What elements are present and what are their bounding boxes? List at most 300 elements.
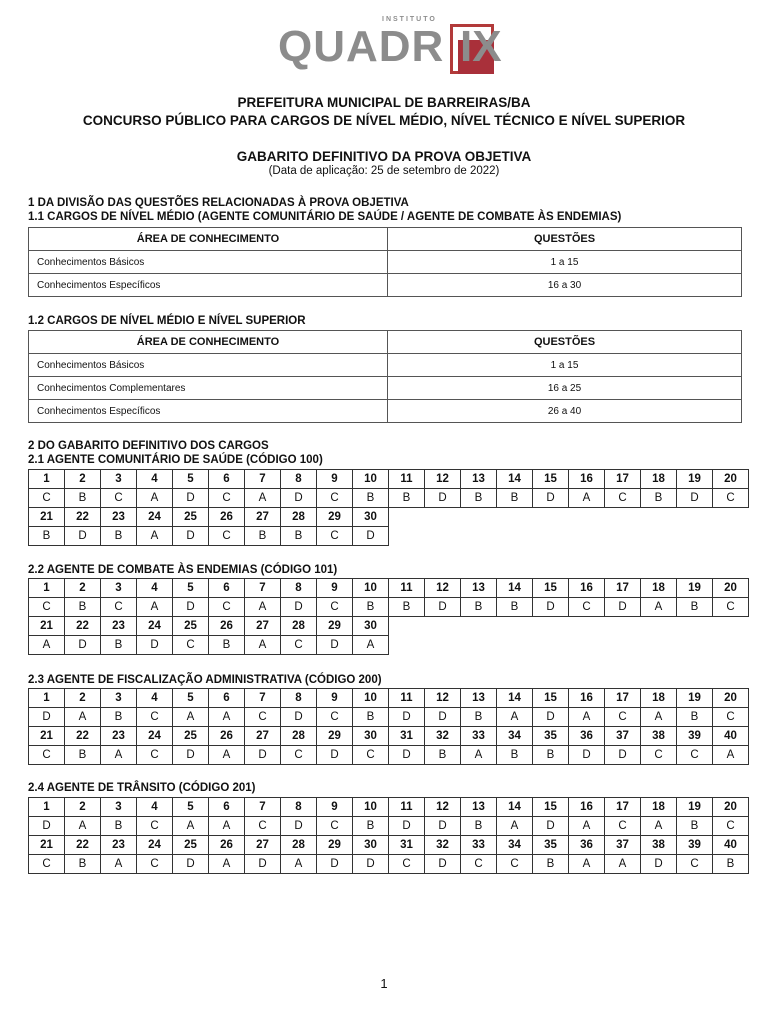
question-number-cell: 19 [677, 579, 713, 598]
question-number-cell: 9 [317, 689, 353, 708]
application-date: (Data de aplicação: 25 de setembro de 2022) [268, 165, 500, 177]
answer-cell: D [425, 855, 461, 874]
question-number-cell: 29 [317, 727, 353, 746]
question-number-cell: 36 [569, 836, 605, 855]
question-number-cell: 12 [425, 470, 461, 489]
question-number-cell: 27 [245, 508, 281, 527]
gabarito-table [28, 578, 749, 655]
answer-cell: B [101, 636, 137, 655]
section11-title: 1.1 CARGOS DE NÍVEL MÉDIO (AGENTE COMUNITÁRIO DE SAÚDE / AGENTE DE COMBATE ÀS ENDEMIAS) [28, 211, 622, 223]
question-number-cell: 11 [389, 689, 425, 708]
answer-cell: A [569, 817, 605, 836]
question-number-cell: 18 [641, 798, 677, 817]
answer-cell: D [425, 817, 461, 836]
question-number-cell: 21 [29, 836, 65, 855]
answer-cell: D [641, 855, 677, 874]
empty-cell [461, 527, 497, 546]
answer-cell: A [569, 708, 605, 727]
empty-cell [641, 617, 677, 636]
answer-cell: A [641, 598, 677, 617]
answer-cell: A [209, 817, 245, 836]
question-number-cell: 19 [677, 470, 713, 489]
question-number-row [29, 470, 749, 489]
question-number-cell: 2 [65, 579, 101, 598]
question-number-row [29, 836, 749, 855]
question-number-cell: 16 [569, 798, 605, 817]
answer-cell: D [389, 708, 425, 727]
empty-cell [677, 527, 713, 546]
question-number-cell: 17 [605, 470, 641, 489]
answer-cell: A [173, 817, 209, 836]
question-number-cell: 6 [209, 579, 245, 598]
answer-row [29, 746, 749, 765]
questoes-cell: 16 a 30 [388, 274, 742, 297]
answer-cell: D [281, 817, 317, 836]
answer-cell: B [461, 489, 497, 508]
answer-cell: B [353, 817, 389, 836]
question-number-cell: 11 [389, 579, 425, 598]
question-number-cell: 24 [137, 508, 173, 527]
answer-cell: D [317, 855, 353, 874]
section12-title: 1.2 CARGOS DE NÍVEL MÉDIO E NÍVEL SUPERIOR [28, 315, 306, 327]
question-number-cell: 13 [461, 689, 497, 708]
empty-cell [461, 508, 497, 527]
empty-cell [533, 527, 569, 546]
question-number-cell: 38 [641, 836, 677, 855]
answer-cell: A [461, 746, 497, 765]
empty-cell [569, 636, 605, 655]
answer-row [29, 636, 749, 655]
empty-cell [533, 636, 569, 655]
answer-cell: B [353, 598, 389, 617]
question-number-cell: 25 [173, 617, 209, 636]
question-number-cell: 14 [497, 579, 533, 598]
answer-cell: B [713, 855, 749, 874]
header-line1: PREFEITURA MUNICIPAL DE BARREIRAS/BA [237, 95, 531, 110]
gabarito-title: 2.3 AGENTE DE FISCALIZAÇÃO ADMINISTRATIVA (CÓDIGO 200) [28, 674, 382, 686]
answer-cell: C [209, 598, 245, 617]
answer-cell: B [101, 527, 137, 546]
empty-cell [497, 636, 533, 655]
answer-cell: B [533, 746, 569, 765]
answer-cell: C [461, 855, 497, 874]
answer-cell: A [605, 855, 641, 874]
question-number-cell: 6 [209, 470, 245, 489]
answer-row [29, 598, 749, 617]
question-number-cell: 18 [641, 470, 677, 489]
empty-cell [605, 508, 641, 527]
answer-cell: A [497, 817, 533, 836]
question-number-cell: 7 [245, 470, 281, 489]
question-number-cell: 32 [425, 836, 461, 855]
question-number-cell: 10 [353, 470, 389, 489]
question-number-cell: 24 [137, 836, 173, 855]
question-number-cell: 9 [317, 579, 353, 598]
logo-ix: IX [460, 22, 502, 71]
answer-cell: C [137, 746, 173, 765]
question-number-cell: 10 [353, 689, 389, 708]
question-number-cell: 4 [137, 689, 173, 708]
answer-row [29, 817, 749, 836]
empty-cell [569, 617, 605, 636]
question-number-cell: 12 [425, 579, 461, 598]
question-number-row [29, 727, 749, 746]
gabarito-title: 2.2 AGENTE DE COMBATE ÀS ENDEMIAS (CÓDIGO 101) [28, 564, 338, 576]
question-number-cell: 5 [173, 689, 209, 708]
question-number-cell: 21 [29, 617, 65, 636]
question-number-cell: 29 [317, 617, 353, 636]
empty-cell [569, 527, 605, 546]
answer-cell: D [677, 489, 713, 508]
question-number-cell: 27 [245, 617, 281, 636]
question-number-cell: 14 [497, 470, 533, 489]
empty-cell [713, 636, 749, 655]
question-number-cell: 32 [425, 727, 461, 746]
empty-cell [677, 636, 713, 655]
question-number-cell: 23 [101, 836, 137, 855]
question-number-cell: 34 [497, 727, 533, 746]
answer-cell: D [605, 598, 641, 617]
answer-cell: D [353, 855, 389, 874]
page-number: 1 [380, 976, 388, 991]
question-number-cell: 31 [389, 836, 425, 855]
empty-cell [425, 617, 461, 636]
question-number-cell: 31 [389, 727, 425, 746]
answer-row [29, 527, 749, 546]
question-number-cell: 13 [461, 470, 497, 489]
question-number-cell: 28 [281, 727, 317, 746]
question-number-cell: 5 [173, 579, 209, 598]
question-number-cell: 6 [209, 689, 245, 708]
empty-cell [389, 508, 425, 527]
question-number-cell: 23 [101, 727, 137, 746]
answer-cell: C [281, 636, 317, 655]
answer-cell: B [65, 598, 101, 617]
answer-cell: A [245, 598, 281, 617]
question-number-cell: 13 [461, 579, 497, 598]
question-number-cell: 15 [533, 470, 569, 489]
question-number-cell: 2 [65, 470, 101, 489]
answer-cell: D [173, 489, 209, 508]
answer-cell: B [101, 817, 137, 836]
answer-cell: A [101, 855, 137, 874]
answer-cell: C [101, 598, 137, 617]
answer-cell: B [281, 527, 317, 546]
question-number-cell: 7 [245, 689, 281, 708]
question-number-cell: 2 [65, 689, 101, 708]
question-number-cell: 4 [137, 579, 173, 598]
empty-cell [389, 527, 425, 546]
area-table-11 [28, 227, 742, 297]
col-questoes-header: QUESTÕES [388, 228, 742, 251]
empty-cell [605, 636, 641, 655]
col-questoes-header: QUESTÕES [388, 331, 742, 354]
area-table-12 [28, 330, 742, 423]
empty-cell [533, 508, 569, 527]
question-number-cell: 29 [317, 508, 353, 527]
empty-cell [605, 617, 641, 636]
question-number-cell: 35 [533, 836, 569, 855]
answer-cell: A [29, 636, 65, 655]
empty-cell [389, 636, 425, 655]
question-number-cell: 10 [353, 579, 389, 598]
question-number-cell: 9 [317, 798, 353, 817]
answer-cell: A [353, 636, 389, 655]
question-number-row [29, 617, 749, 636]
answer-cell: B [353, 708, 389, 727]
question-number-cell: 16 [569, 470, 605, 489]
question-number-cell: 29 [317, 836, 353, 855]
section1-title: 1 DA DIVISÃO DAS QUESTÕES RELACIONADAS À PROVA OBJETIVA [28, 197, 409, 209]
quadrix-logo [278, 16, 502, 74]
answer-cell: B [29, 527, 65, 546]
question-number-cell: 27 [245, 836, 281, 855]
answer-cell: D [533, 598, 569, 617]
answer-cell: C [497, 855, 533, 874]
answer-cell: A [245, 636, 281, 655]
answer-cell: C [677, 855, 713, 874]
question-number-row [29, 798, 749, 817]
question-number-cell: 15 [533, 689, 569, 708]
gabarito-table [28, 469, 749, 546]
question-number-cell: 5 [173, 470, 209, 489]
question-number-cell: 22 [65, 727, 101, 746]
answer-cell: D [389, 817, 425, 836]
gabarito-table [28, 797, 749, 874]
document-title: GABARITO DEFINITIVO DA PROVA OBJETIVA [236, 149, 532, 164]
answer-cell: C [209, 489, 245, 508]
answer-row [29, 708, 749, 727]
answer-cell: C [245, 817, 281, 836]
area-cell: Conhecimentos Básicos [29, 251, 388, 274]
question-number-cell: 24 [137, 727, 173, 746]
empty-cell [713, 527, 749, 546]
question-number-cell: 30 [353, 617, 389, 636]
answer-cell: A [65, 817, 101, 836]
question-number-cell: 20 [713, 798, 749, 817]
question-number-cell: 16 [569, 689, 605, 708]
question-number-cell: 21 [29, 727, 65, 746]
question-number-cell: 22 [65, 617, 101, 636]
empty-cell [569, 508, 605, 527]
question-number-cell: 22 [65, 508, 101, 527]
empty-cell [425, 527, 461, 546]
answer-cell: A [497, 708, 533, 727]
empty-cell [641, 527, 677, 546]
empty-cell [713, 508, 749, 527]
answer-cell: C [317, 598, 353, 617]
gabarito-title: 2.4 AGENTE DE TRÂNSITO (CÓDIGO 201) [28, 782, 256, 794]
answer-cell: D [281, 489, 317, 508]
answer-cell: C [677, 746, 713, 765]
question-number-cell: 28 [281, 508, 317, 527]
empty-cell [677, 617, 713, 636]
empty-cell [497, 508, 533, 527]
question-number-cell: 12 [425, 689, 461, 708]
question-number-cell: 17 [605, 579, 641, 598]
area-cell: Conhecimentos Específicos [29, 274, 388, 297]
question-number-cell: 30 [353, 836, 389, 855]
answer-cell: A [641, 708, 677, 727]
answer-cell: A [569, 855, 605, 874]
question-number-cell: 8 [281, 798, 317, 817]
answer-cell: D [245, 746, 281, 765]
answer-cell: C [713, 708, 749, 727]
question-number-cell: 10 [353, 798, 389, 817]
question-number-cell: 15 [533, 798, 569, 817]
area-cell: Conhecimentos Específicos [29, 400, 388, 423]
question-number-cell: 40 [713, 836, 749, 855]
answer-cell: C [29, 489, 65, 508]
col-area-header: ÁREA DE CONHECIMENTO [29, 331, 388, 354]
answer-cell: D [317, 636, 353, 655]
question-number-cell: 1 [29, 798, 65, 817]
question-number-cell: 27 [245, 727, 281, 746]
question-number-cell: 38 [641, 727, 677, 746]
question-number-cell: 1 [29, 689, 65, 708]
question-number-cell: 30 [353, 727, 389, 746]
answer-cell: D [29, 708, 65, 727]
answer-cell: B [65, 489, 101, 508]
answer-cell: C [605, 708, 641, 727]
question-number-cell: 18 [641, 689, 677, 708]
question-number-cell: 26 [209, 617, 245, 636]
question-number-cell: 39 [677, 727, 713, 746]
answer-cell: C [389, 855, 425, 874]
answer-cell: D [353, 527, 389, 546]
question-number-cell: 19 [677, 798, 713, 817]
empty-cell [497, 527, 533, 546]
question-number-cell: 9 [317, 470, 353, 489]
answer-cell: D [533, 708, 569, 727]
answer-cell: B [461, 708, 497, 727]
question-number-cell: 26 [209, 836, 245, 855]
questoes-cell: 26 a 40 [388, 400, 742, 423]
empty-cell [713, 617, 749, 636]
answer-cell: C [713, 598, 749, 617]
question-number-cell: 8 [281, 689, 317, 708]
answer-row [29, 489, 749, 508]
question-number-cell: 20 [713, 470, 749, 489]
area-cell: Conhecimentos Complementares [29, 377, 388, 400]
answer-cell: A [65, 708, 101, 727]
question-number-cell: 1 [29, 579, 65, 598]
question-number-cell: 8 [281, 579, 317, 598]
answer-cell: C [281, 746, 317, 765]
answer-cell: A [137, 489, 173, 508]
question-number-cell: 17 [605, 689, 641, 708]
question-number-cell: 25 [173, 836, 209, 855]
answer-cell: C [245, 708, 281, 727]
answer-cell: C [29, 855, 65, 874]
question-number-cell: 23 [101, 508, 137, 527]
answer-cell: B [677, 817, 713, 836]
questoes-cell: 1 a 15 [388, 251, 742, 274]
answer-cell: C [137, 708, 173, 727]
answer-cell: C [317, 708, 353, 727]
answer-cell: D [65, 636, 101, 655]
answer-cell: C [353, 746, 389, 765]
answer-cell: C [29, 746, 65, 765]
question-number-cell: 37 [605, 727, 641, 746]
question-number-cell: 14 [497, 689, 533, 708]
question-number-cell: 13 [461, 798, 497, 817]
question-number-cell: 28 [281, 836, 317, 855]
questoes-cell: 16 a 25 [388, 377, 742, 400]
empty-cell [641, 636, 677, 655]
answer-cell: B [533, 855, 569, 874]
answer-cell: C [209, 527, 245, 546]
answer-cell: D [245, 855, 281, 874]
answer-cell: C [317, 527, 353, 546]
answer-cell: D [533, 489, 569, 508]
question-number-cell: 25 [173, 727, 209, 746]
question-number-cell: 21 [29, 508, 65, 527]
question-number-cell: 11 [389, 470, 425, 489]
answer-cell: D [29, 817, 65, 836]
question-number-cell: 2 [65, 798, 101, 817]
answer-cell: A [209, 708, 245, 727]
question-number-cell: 28 [281, 617, 317, 636]
question-number-cell: 15 [533, 579, 569, 598]
answer-cell: C [569, 598, 605, 617]
empty-cell [461, 636, 497, 655]
question-number-cell: 4 [137, 798, 173, 817]
answer-cell: B [497, 489, 533, 508]
question-number-cell: 12 [425, 798, 461, 817]
gabarito-table [28, 688, 749, 765]
question-number-cell: 23 [101, 617, 137, 636]
answer-cell: A [713, 746, 749, 765]
answer-cell: B [641, 489, 677, 508]
empty-cell [425, 636, 461, 655]
question-number-row [29, 579, 749, 598]
answer-cell: C [713, 817, 749, 836]
logo-instituto-text: INSTITUTO [382, 16, 437, 23]
question-number-cell: 19 [677, 689, 713, 708]
answer-cell: D [533, 817, 569, 836]
answer-cell: C [101, 489, 137, 508]
question-number-cell: 6 [209, 798, 245, 817]
answer-cell: B [389, 598, 425, 617]
empty-cell [461, 617, 497, 636]
col-area-header: ÁREA DE CONHECIMENTO [29, 228, 388, 251]
answer-cell: C [605, 489, 641, 508]
answer-cell: D [389, 746, 425, 765]
answer-cell: B [425, 746, 461, 765]
answer-cell: B [209, 636, 245, 655]
question-number-cell: 18 [641, 579, 677, 598]
question-number-cell: 20 [713, 689, 749, 708]
answer-cell: C [317, 489, 353, 508]
answer-cell: A [137, 598, 173, 617]
question-number-cell: 3 [101, 579, 137, 598]
question-number-row [29, 689, 749, 708]
answer-cell: B [101, 708, 137, 727]
question-number-cell: 26 [209, 508, 245, 527]
answer-cell: A [245, 489, 281, 508]
empty-cell [425, 508, 461, 527]
answer-cell: C [605, 817, 641, 836]
question-number-cell: 8 [281, 470, 317, 489]
question-number-cell: 3 [101, 470, 137, 489]
question-number-cell: 20 [713, 579, 749, 598]
answer-cell: B [245, 527, 281, 546]
question-number-cell: 33 [461, 727, 497, 746]
answer-cell: D [173, 746, 209, 765]
empty-cell [641, 508, 677, 527]
answer-cell: D [569, 746, 605, 765]
